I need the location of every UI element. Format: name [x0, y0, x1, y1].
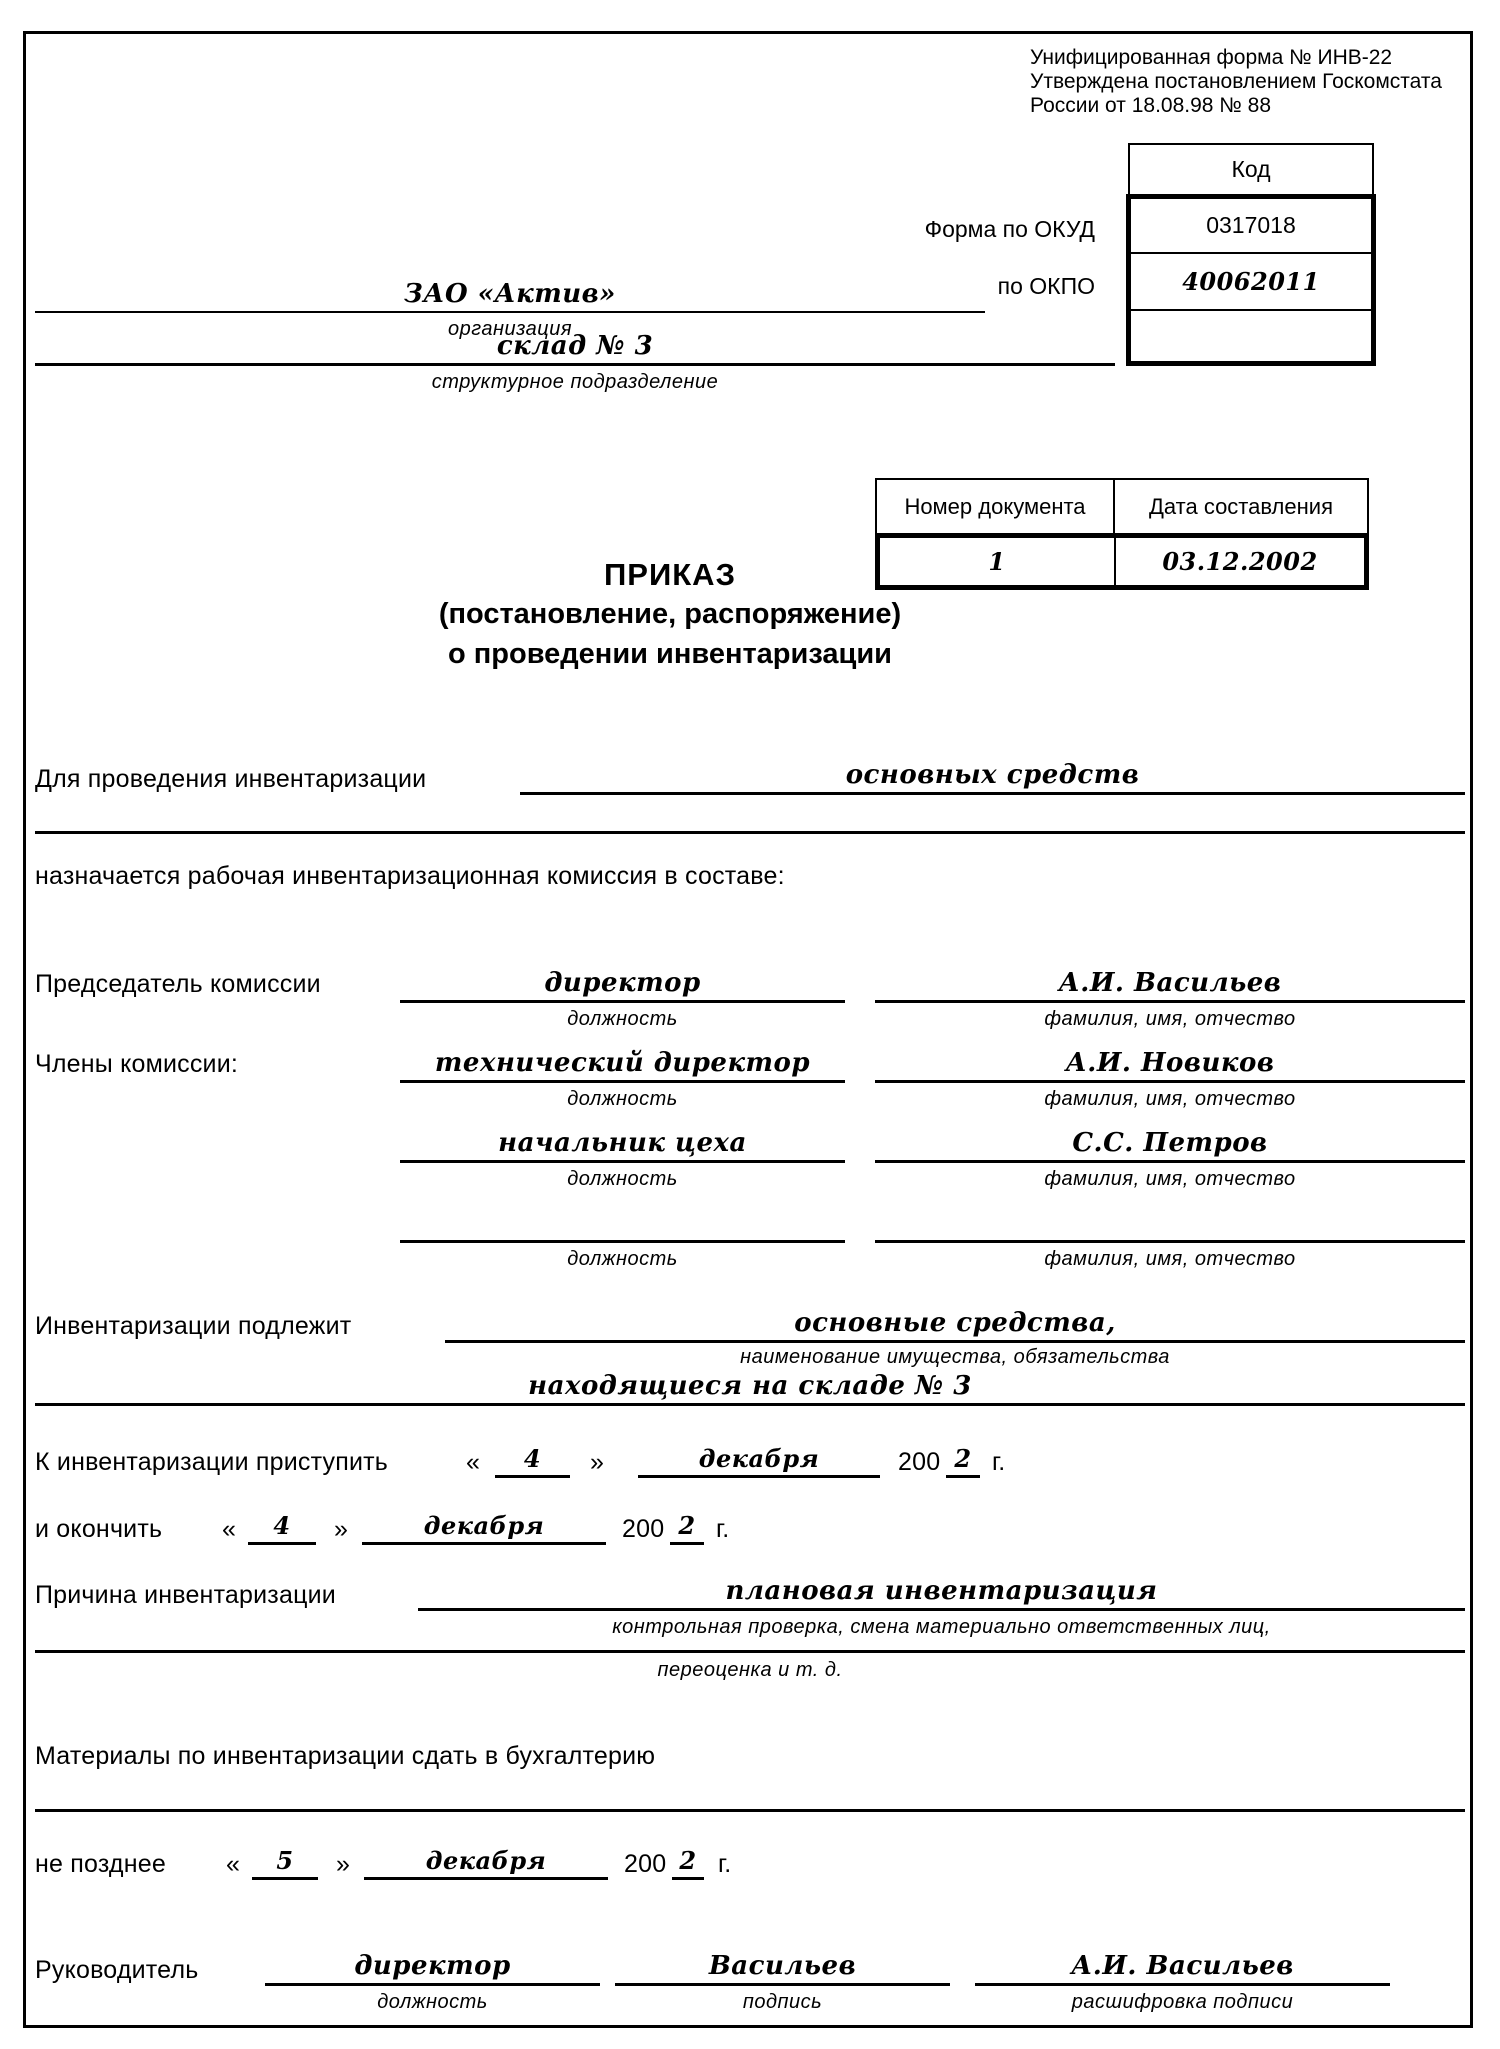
doc-date-value: 03.12.2002 [1162, 547, 1318, 576]
head-signature-value: Васильев [708, 1951, 857, 1981]
subject-label: Инвентаризации подлежит [35, 1312, 352, 1340]
head-name-caption: расшифровка подписи [1071, 1991, 1294, 2013]
deadline-quote-open: « [226, 1850, 240, 1878]
name-value-3: С.С. Петров [1072, 1128, 1268, 1158]
deadline-year-digit: 2 [679, 1846, 697, 1875]
end-year-prefix: 200 [622, 1515, 665, 1543]
start-day-value: 4 [523, 1444, 542, 1473]
subdivision-caption: структурное подразделение [431, 371, 719, 393]
title-line-1: ПРИКАЗ [604, 557, 736, 592]
position-field-3 [400, 1125, 845, 1163]
okud-label: Форма по ОКУД [924, 216, 1095, 242]
name-field-2 [875, 1045, 1465, 1083]
end-day-value: 4 [273, 1511, 291, 1540]
start-quote-open: « [466, 1448, 480, 1476]
subject-value: основные средства, [794, 1308, 1116, 1338]
head-position-value: директор [354, 1951, 511, 1981]
doc-number-value: 1 [988, 547, 1006, 576]
position-caption-4: должность [567, 1248, 678, 1270]
okpo-code-value: 40062011 [1182, 267, 1320, 296]
deadline-year-prefix: 200 [624, 1850, 667, 1878]
organization-caption: организация [447, 318, 573, 340]
doc-number-header-cell [875, 478, 1115, 535]
deadline-label: не позднее [35, 1850, 166, 1878]
deadline-month-field [364, 1842, 608, 1880]
position-caption-2: должность [567, 1088, 678, 1110]
organization-value: ЗАО «Актив» [404, 279, 616, 309]
name-field-1 [875, 965, 1465, 1003]
materials-blank-line [35, 1809, 1465, 1812]
subdivision-value: склад № 3 [496, 331, 654, 361]
subject-field [445, 1305, 1465, 1343]
document-title [280, 556, 1060, 674]
end-year-digit-field [670, 1507, 704, 1545]
okpo-code-cell [1131, 254, 1371, 311]
position-field-2 [400, 1045, 845, 1083]
head-label: Руководитель [35, 1956, 199, 1984]
end-year-digit: 2 [678, 1511, 696, 1540]
okud-code-value: 0317018 [1206, 212, 1296, 238]
name-caption-3: фамилия, имя, отчество [1044, 1168, 1296, 1190]
end-date-label: и окончить [35, 1515, 163, 1543]
empty-code-cell [1131, 311, 1371, 361]
start-year-prefix: 200 [898, 1448, 941, 1476]
code-table-header [1128, 143, 1374, 196]
deadline-year-suffix: г. [718, 1850, 732, 1878]
subject-caption: наименование имущества, обязательства [740, 1346, 1170, 1368]
deadline-day-field [252, 1842, 318, 1880]
name-value-1: А.И. Васильев [1058, 968, 1282, 998]
reason-field [418, 1573, 1465, 1611]
subject-value-2: находящиеся на складе № 3 [528, 1371, 972, 1401]
name-field-4 [875, 1205, 1465, 1243]
title-line-2: (постановление, распоряжение) [438, 598, 902, 630]
chairman-label: Председатель комиссии [35, 970, 321, 998]
head-signature-field [615, 1948, 950, 1986]
end-quote-open: « [222, 1515, 236, 1543]
position-caption-1: должность [567, 1008, 678, 1030]
reason-caption: контрольная проверка, смена материально ответственных лиц, [612, 1616, 1271, 1638]
head-position-caption: должность [377, 1991, 488, 2013]
code-header-label: Код [1231, 156, 1271, 182]
doc-date-header-cell [1113, 478, 1369, 535]
purpose-value: основных средств [845, 760, 1140, 790]
position-value-1: директор [544, 968, 701, 998]
form-note-line-2: Утверждена постановлением Госкомстата [1030, 70, 1442, 93]
name-value-2: А.И. Новиков [1065, 1048, 1275, 1078]
position-field-1 [400, 965, 845, 1003]
start-month-value: декабря [698, 1444, 820, 1473]
head-name-value: А.И. Васильев [1071, 1951, 1294, 1981]
purpose-blank-line [35, 831, 1465, 834]
start-quote-close: » [590, 1448, 604, 1476]
head-signature-caption: подпись [742, 1991, 823, 2013]
start-year-digit-field [946, 1440, 980, 1478]
deadline-month-value: декабря [425, 1846, 547, 1875]
name-field-3 [875, 1125, 1465, 1163]
deadline-year-digit-field [672, 1842, 704, 1880]
commission-intro: назначается рабочая инвентаризационная комиссия в составе: [35, 862, 785, 890]
start-day-field [495, 1440, 570, 1478]
head-name-field [975, 1948, 1390, 1986]
purpose-field [520, 757, 1465, 795]
reason-blank-line [35, 1650, 1465, 1653]
form-note-line-3: России от 18.08.98 № 88 [1030, 94, 1272, 117]
end-year-suffix: г. [716, 1515, 730, 1543]
start-year-suffix: г. [992, 1448, 1006, 1476]
deadline-quote-close: » [336, 1850, 350, 1878]
purpose-label: Для проведения инвентаризации [35, 765, 427, 793]
position-caption-3: должность [567, 1168, 678, 1190]
organization-field [35, 275, 985, 313]
deadline-day-value: 5 [276, 1846, 294, 1875]
position-value-3: начальник цеха [498, 1128, 747, 1158]
form-note-line-1: Унифицированная форма № ИНВ-22 [1030, 46, 1393, 69]
title-line-3: о проведении инвентаризации [447, 638, 892, 670]
reason-caption-2: переоценка и т. д. [657, 1659, 843, 1681]
doc-number-header: Номер документа [904, 493, 1086, 519]
subject-field-2 [35, 1368, 1465, 1406]
form-note [1030, 46, 1442, 118]
okud-code-cell [1131, 199, 1371, 254]
reason-label: Причина инвентаризации [35, 1581, 336, 1609]
doc-date-cell [1116, 538, 1364, 585]
start-year-digit: 2 [954, 1444, 972, 1473]
name-caption-4: фамилия, имя, отчество [1044, 1248, 1296, 1270]
position-field-4 [400, 1205, 845, 1243]
head-position-field [265, 1948, 600, 1986]
code-table [1126, 194, 1376, 366]
subdivision-field [35, 328, 1115, 366]
end-quote-close: » [334, 1515, 348, 1543]
end-day-field [248, 1507, 316, 1545]
end-month-field [362, 1507, 606, 1545]
materials-label: Материалы по инвентаризации сдать в бухгалтерию [35, 1742, 656, 1770]
position-value-2: технический директор [434, 1048, 811, 1078]
end-month-value: декабря [423, 1511, 545, 1540]
start-date-label: К инвентаризации приступить [35, 1448, 389, 1476]
doc-date-header: Дата составления [1149, 493, 1333, 519]
members-label: Члены комиссии: [35, 1050, 239, 1078]
reason-value: плановая инвентаризация [725, 1576, 1158, 1606]
name-caption-2: фамилия, имя, отчество [1044, 1088, 1296, 1110]
start-month-field [638, 1440, 880, 1478]
okpo-label: по ОКПО [997, 273, 1095, 299]
name-caption-1: фамилия, имя, отчество [1044, 1008, 1296, 1030]
